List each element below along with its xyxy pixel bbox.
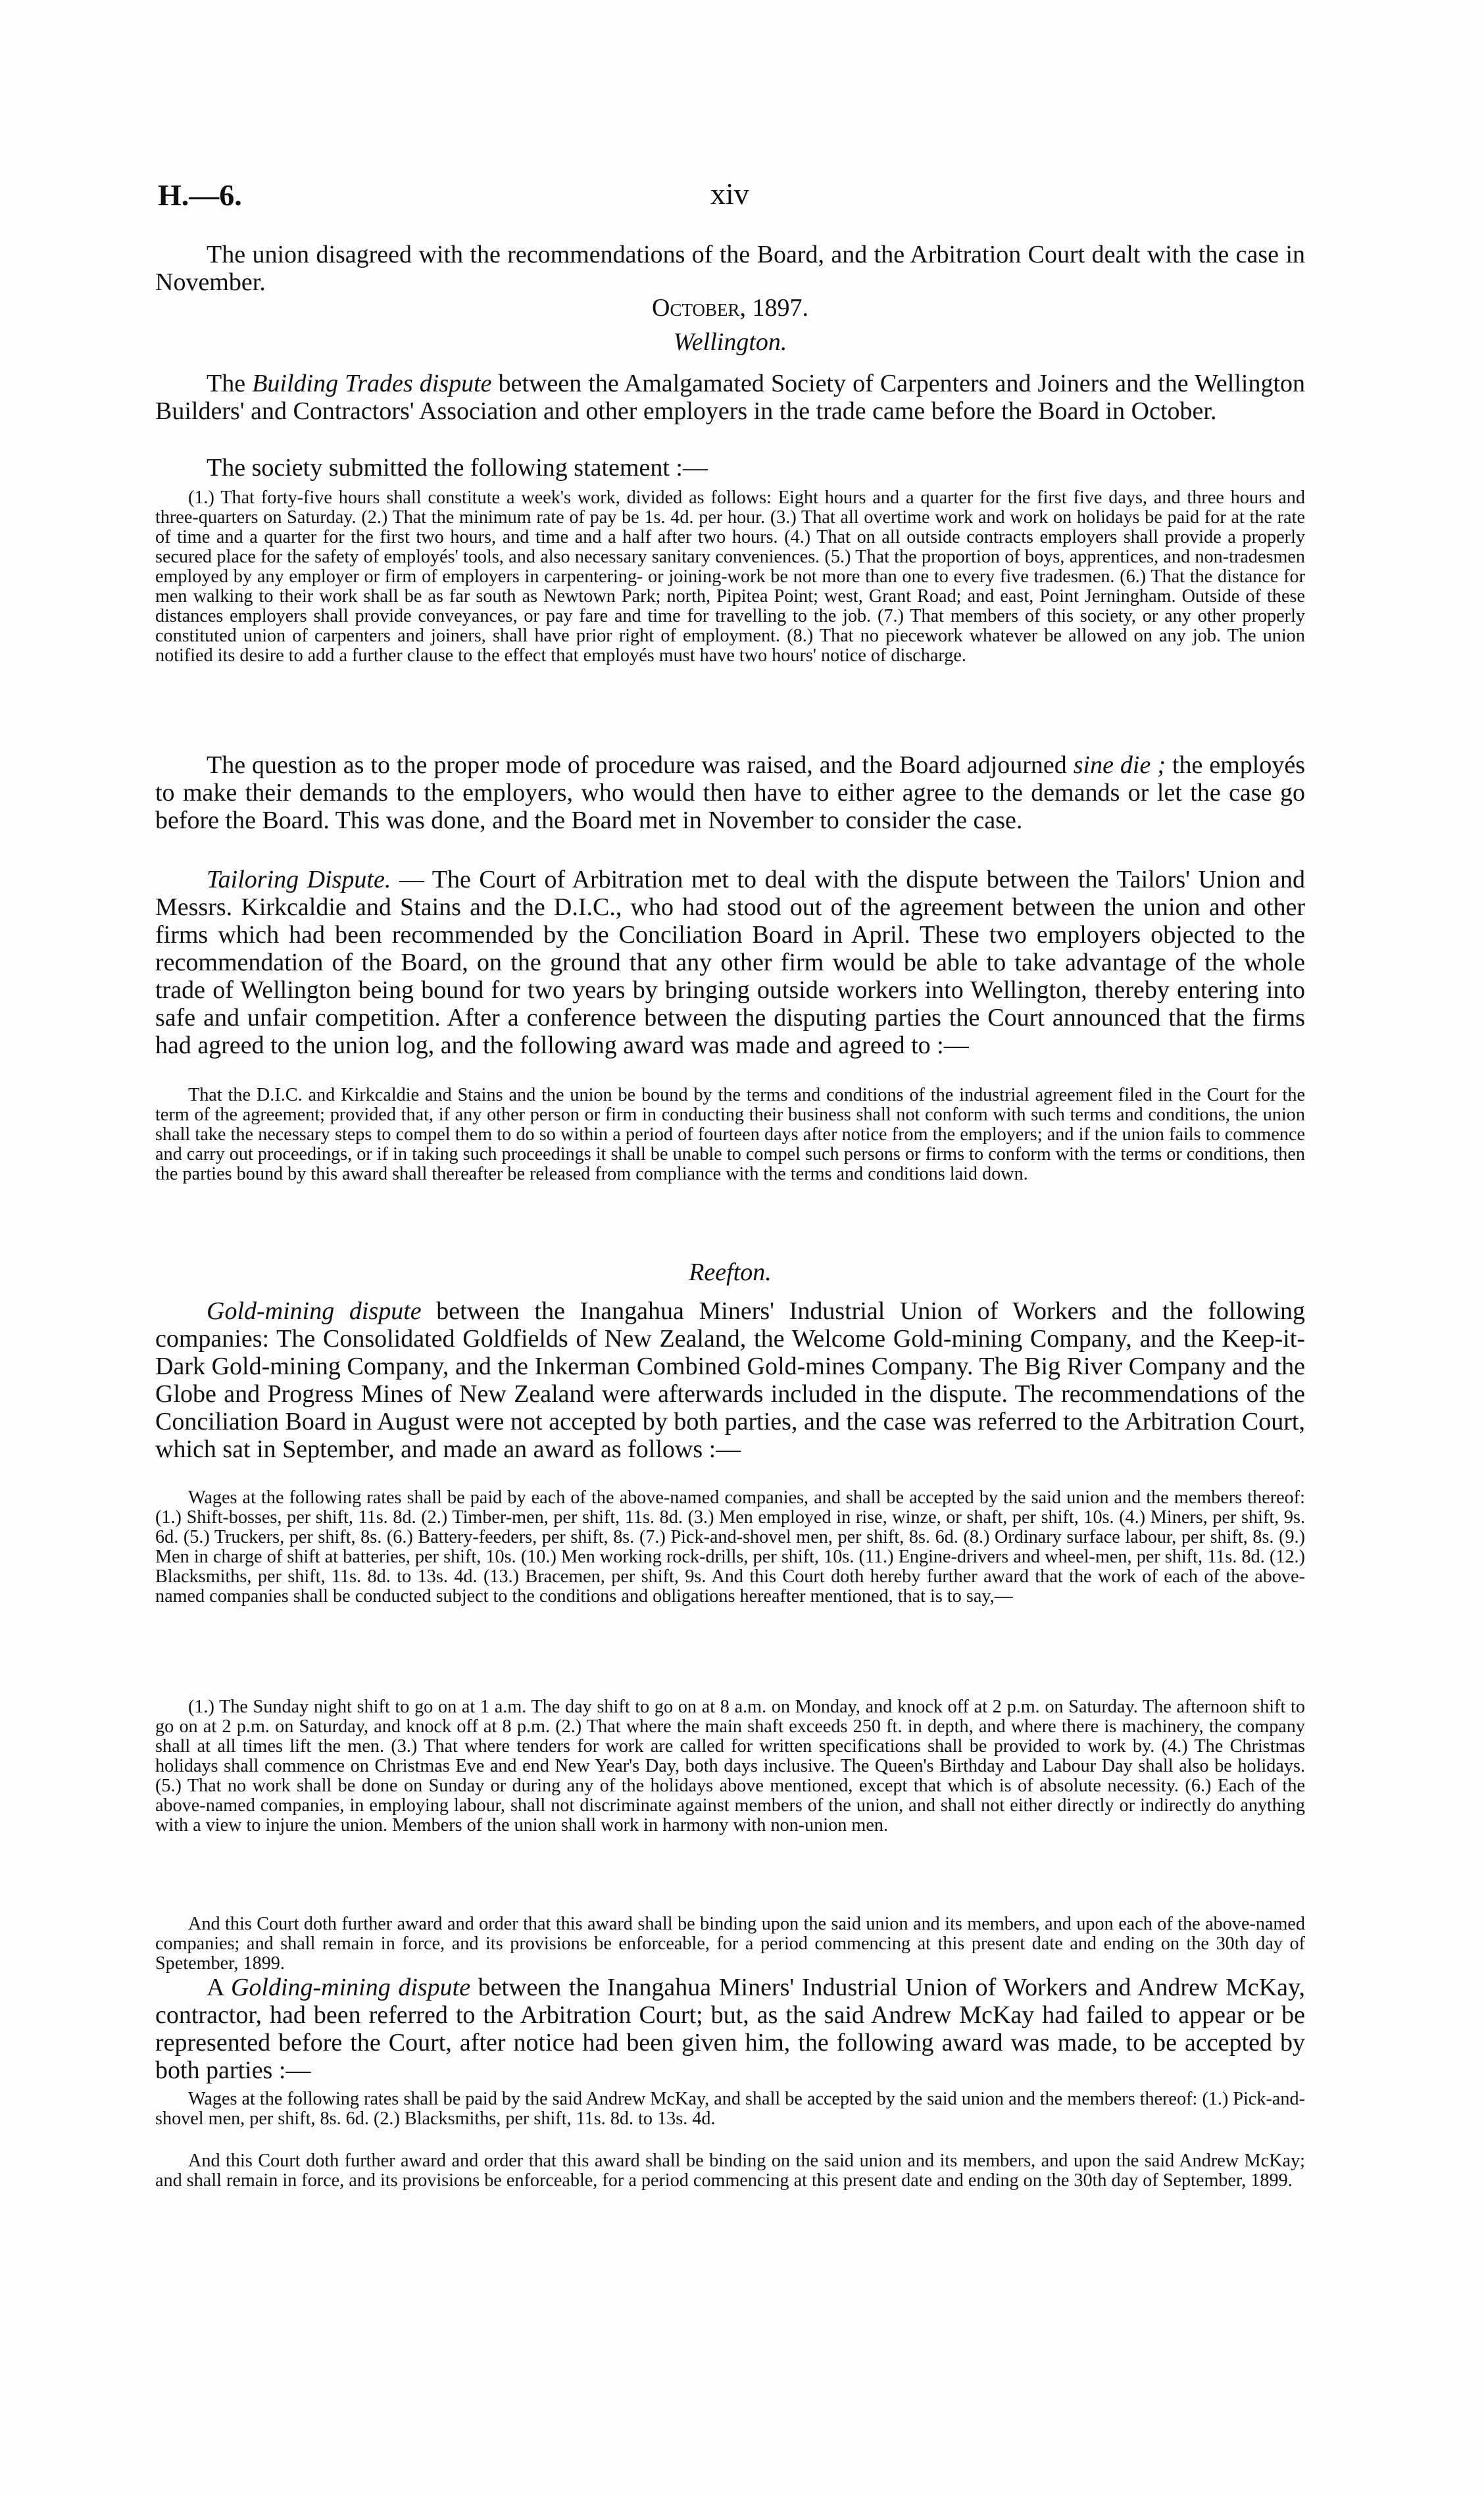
- italic-phrase: Building Trades dispute: [252, 370, 492, 397]
- italic-phrase: Tailoring Dispute.: [207, 866, 391, 893]
- small-mckay-binding: [155, 2151, 1305, 2191]
- text-run: The union disagreed with the recommendations of the Board, and the Arbitration Court dealt with the case in November.: [155, 241, 1305, 296]
- small-conditions: [155, 1697, 1305, 1835]
- small-tailoring-award: [155, 1085, 1305, 1184]
- small-wages-award: [155, 1488, 1305, 1607]
- text-run: (1.) The Sunday night shift to go on at 1 a.m. The day shift to go on at 8 a.m. on Monday, and knock off at 2 p.m. on Saturday. The afternoon shift to go on at 2 p.m. on Saturday, and knock off at 8 p.m. (2.) That where the main shaft exceeds 250 ft. in depth, and where there is machinery, the company shall at all times lift the men. (3.) That where tenders for work are called for written specifications shall be provided to work by. (4.) The Christmas holidays shall commence on Christmas Eve and end New Year's Day, both days inclusive. The Queen's Birthday and Labour Day shall also be holidays. (5.) That no work shall be done on Sunday or during any of the holidays above mentioned, except that which is of absolute necessity. (6.) Each of the above-named companies, in employing labour, shall not discriminate against members of the union, and shall not either directly or indirectly do anything with a view to injure the union. Members of the union shall work in harmony with non-union men.: [155, 1697, 1305, 1835]
- paragraph: [155, 1974, 1305, 2084]
- para-society-statement: [155, 454, 1305, 482]
- place-heading-reefton: [155, 1258, 1305, 1287]
- page-reference: H.—6.: [158, 178, 242, 212]
- para-tailoring: [155, 866, 1305, 1059]
- text-run: the employés to make their demands to the employers, who would then have to either agree to the demands or let the case go before the Board. This was done, and the Board met in November to consider the case.: [155, 751, 1305, 834]
- place-heading-wellington: [155, 328, 1305, 357]
- small-binding-order: [155, 1914, 1305, 1974]
- small-paragraph: [155, 1085, 1305, 1184]
- para-building-trades: [155, 370, 1305, 425]
- text-run: Wages at the following rates shall be paid by the said Andrew McKay, and shall be accepted by the said union and the members thereof: (1.) Pick-and-shovel men, per shift, 8s. 6d. (2.) Blacksmiths, per shift, 11s. 8d. to 13s. 4d.: [155, 2089, 1305, 2129]
- small-paragraph: [155, 1488, 1305, 1607]
- text-run: The society submitted the following statement :—: [207, 454, 708, 482]
- para-golding-mining: [155, 1974, 1305, 2084]
- text-run: October, 1897.: [652, 294, 808, 322]
- small-society-clauses: [155, 488, 1305, 666]
- text-run: — The Court of Arbitration met to deal with the dispute between the Tailors' Union and Messrs. Kirkcaldie and Stains and the D.I.C., who had stood out of the agreement between the union and other firms which had been recommended by the Conciliation Board in April. These two employers objected to the recommendation of the Board, on the ground that any other firm would be able to take advantage of the whole trade of Wellington being bound for two years by bringing outside workers into Wellington, thereby entering into safe and unfair competition. After a conference between the disputing parties the Court announced that the firms had agreed to the union log, and the following award was made and agreed to :—: [155, 866, 1306, 1059]
- small-paragraph: [155, 1697, 1305, 1835]
- paragraph: [155, 866, 1305, 1059]
- para-procedure: [155, 751, 1305, 834]
- paragraph: [155, 241, 1305, 296]
- small-paragraph: [155, 2151, 1305, 2191]
- small-paragraph: [155, 1914, 1305, 1974]
- para-union-disagreed: [155, 241, 1305, 296]
- text-run: (1.) That forty-five hours shall constitute a week's work, divided as follows: Eight hours and a quarter for the first five days, and three hours and three-quarters on Saturday. (2.) That the minimum rate of pay be 1s. 4d. per hour. (3.) That all overtime work and work on holidays be paid for at the rate of time and a quarter for the first two hours, and time and a half after two hours. (4.) That on all outside contracts employers shall provide a properly secured place for the safety of employés' tools, and also necessary sanitary conveniences. (5.) That the proportion of boys, apprentices, and non-tradesmen employed by any employer or firm of employers in carpentering- or joining-work be not more than one to every five tradesmen. (6.) That the distance for men walking to their work shall be as far south as Newtown Park; north, Pipitea Point; west, Grant Road; and east, Point Jerningham. Outside of these distances employers shall provide conveyances, or pay fare and time for travelling to the job. (7.) That members of this society, or any other properly constituted union of carpenters and joiners, shall have prior right of employment. (8.) That no piecework whatever be allowed on any job. The union notified its desire to add a further clause to the effect that employés must have two hours' notice of discharge.: [155, 487, 1305, 666]
- paragraph: [155, 751, 1305, 834]
- small-mckay-wages: [155, 2089, 1305, 2129]
- text-run: And this Court doth further award and order that this award shall be binding on the said union and its members, and upon the said Andrew McKay; and shall remain in force, and its provisions be enforceable, for a period commencing at this present date and ending on the 30th day of September, 1899.: [155, 2151, 1305, 2191]
- text-run: That the D.I.C. and Kirkcaldie and Stains and the union be bound by the terms and conditions of the industrial agreement filed in the Court for the term of the agreement; provided that, if any other person or firm in conducting their business shall not conform with such terms and conditions, the union shall take the necessary steps to compel them to do so within a period of fourteen days after notice from the employers; and if the union fails to commence and carry out proceedings, or if in taking such proceedings it shall be unable to compel such persons or firms to conform with the terms or conditions, then the parties bound by this award shall thereafter be released from compliance with the terms and conditions laid down.: [155, 1085, 1305, 1184]
- paragraph: [155, 1297, 1305, 1463]
- italic-phrase: Gold-mining dispute: [207, 1297, 422, 1325]
- text-run: between the Inangahua Miners' Industrial Union of Workers and Andrew McKay, contractor, had been referred to the Arbitration Court; but, as the said Andrew McKay had failed to appear or be represented before the Court, after notice had been given him, the following award was made, to be accepted by both parties :—: [155, 1974, 1305, 2084]
- text-run: The question as to the proper mode of procedure was raised, and the Board adjourned: [207, 751, 1074, 779]
- text-run: Wellington.: [673, 328, 787, 356]
- italic-phrase: Golding-mining dispute: [230, 1974, 471, 2001]
- text-run: A: [207, 1974, 231, 2001]
- italic-phrase: sine die ;: [1073, 751, 1166, 779]
- page-number: xiv: [710, 177, 749, 211]
- text-run: The: [207, 370, 253, 397]
- text-run: between the Inangahua Miners' Industrial Union of Workers and the following companies: The Consolidated Goldfields of New Zealand, the Welcome Gold-mining Company, and the Keep-it-Dark Gold-mining Company, and the Inkerman Combined Gold-mines Company. The Big River Company and the Globe and Progress Mines of New Zealand were afterwards included in the dispute. The recommendations of the Conciliation Board in August were not accepted by both parties, and the case was referred to the Arbitration Court, which sat in September, and made an award as follows :—: [155, 1297, 1305, 1463]
- paragraph: [155, 370, 1305, 425]
- place-heading-text: [155, 1258, 1305, 1287]
- place-heading-text: [155, 328, 1305, 357]
- text-run: between the Amalgamated Society of Carpenters and Joiners and the Wellington Builders' and Contractors' Association and other employers in the trade came before the Board in October.: [155, 370, 1306, 425]
- text-run: Reefton.: [689, 1259, 772, 1286]
- small-paragraph: [155, 2089, 1305, 2129]
- paragraph: [155, 454, 1305, 482]
- para-gold-mining: [155, 1297, 1305, 1463]
- month-heading-text: [155, 293, 1305, 322]
- small-paragraph: [155, 488, 1305, 666]
- text-run: Wages at the following rates shall be paid by each of the above-named companies, and shall be accepted by the said union and the members thereof: (1.) Shift-bosses, per shift, 11s. 8d. (2.) Timber-men, per shift, 11s. 8d. (3.) Men employed in rise, winze, or shaft, per shift, 10s. (4.) Miners, per shift, 9s. 6d. (5.) Truckers, per shift, 8s. (6.) Battery-feeders, per shift, 8s. (7.) Pick-and-shovel men, per shift, 8s. 6d. (8.) Ordinary surface labour, per shift, 8s. (9.) Men in charge of shift at batteries, per shift, 10s. (10.) Men working rock-drills, per shift, 10s. (11.) Engine-drivers and wheel-men, per shift, 11s. 8d. (12.) Blacksmiths, per shift, 11s. 8d. to 13s. 4d. (13.) Bracemen, per shift, 9s. And this Court doth hereby further award that the work of each of the above-named companies shall be conducted subject to the conditions and obligations hereafter mentioned, that is to say,—: [155, 1487, 1305, 1607]
- text-run: And this Court doth further award and order that this award shall be binding upon the said union and its members, and upon each of the above-named companies; and shall remain in force, and its provisions be enforceable, for a period commencing at this present date and ending on the 30th day of Spetember, 1899.: [155, 1914, 1305, 1974]
- month-heading: [155, 293, 1305, 322]
